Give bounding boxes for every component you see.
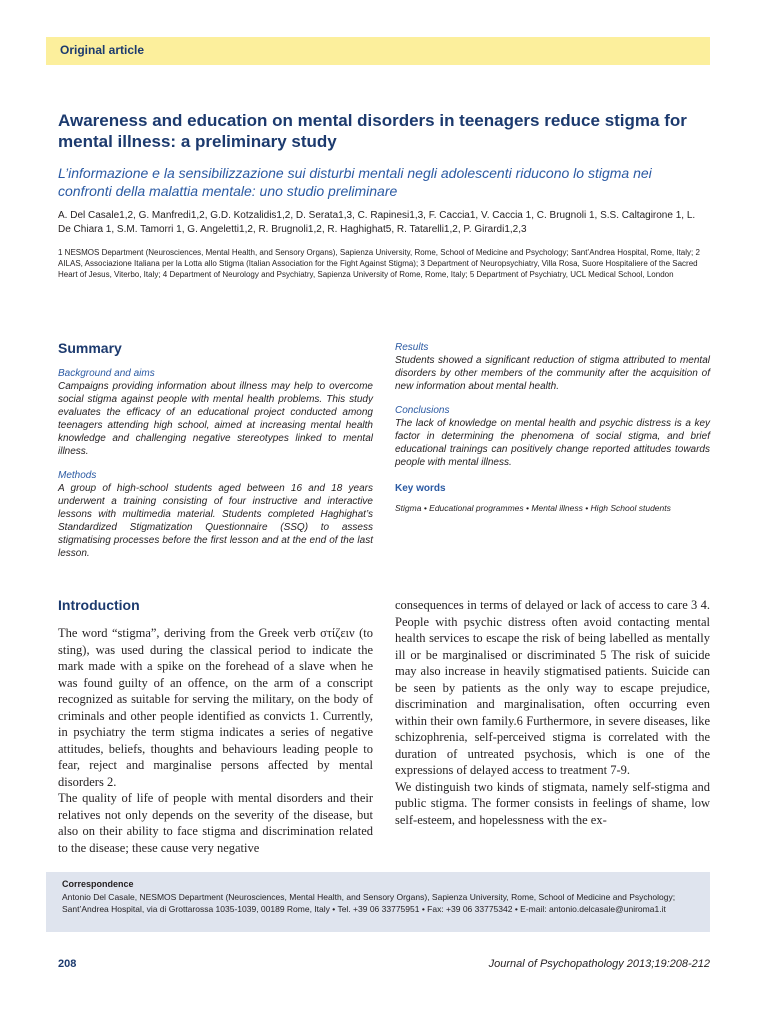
methods-heading: Methods <box>58 470 97 481</box>
introduction-left-column <box>58 597 373 856</box>
introduction-right-column <box>395 597 710 828</box>
background-heading: Background and aims <box>58 368 155 379</box>
conclusions-heading: Conclusions <box>395 405 450 416</box>
correspondence-heading: Correspondence <box>62 879 134 889</box>
keywords-heading: Key words <box>395 483 446 494</box>
summary-left-column <box>58 340 373 572</box>
methods-text: A group of high-school students aged between 16 and 18 years underwent a training consisting of four instructive and interactive lessons with multimedia material. Students completed Haghighat’s Standardized Stigmatization Questionnaire (SSQ) to assess stigmatising processes before the first lesson and at the end of the last lesson. <box>58 483 373 559</box>
article-type-label: Original article <box>60 43 145 57</box>
introduction-paragraph-3: consequences in terms of delayed or lack of access to care 3 4. People with psychic distress often avoid contacting mental health services to escape the risk of being labelled as mentally ill or be marginalised or discriminated 5 The risk of suicide may also increase in heavily stigmatised patients. Suicide can be seen by patients as the only way to escape prejudice, discrimination and marginalisation, often occurring even within their own family.6 Furthermore, in severe diseases, like schizophrenia, self-perceived stigma is correlated with the duration of untreated psychosis, which is one of the expressions of delayed access to treatment 7-9. <box>395 598 710 777</box>
summary-right-column <box>395 342 710 514</box>
author-list: A. Del Casale1,2, G. Manfredi1,2, G.D. Kotzalidis1,2, D. Serata1,3, C. Rapinesi1,3, F. Caccia1, V. Caccia 1, C. Brugnoli 1, S.S. Caltagirone 1, L. De Chiara 1, S.M. Tamorri 1, G. Angeletti1,2, R. Brugnoli1,2, R. Haghighat5, R. Tatarelli1,2, P. Girardi1,2,3 <box>58 210 696 235</box>
article-subtitle-italian: L’informazione e la sensibilizzazione sui disturbi mentali negli adolescenti riducono lo stigma nei confronti della malattia mentale: uno studio preliminare <box>58 165 652 199</box>
journal-citation: Journal of Psychopathology 2013;19:208-212 <box>488 958 710 970</box>
introduction-heading: Introduction <box>58 597 140 613</box>
results-heading: Results <box>395 342 429 353</box>
summary-heading: Summary <box>58 340 122 356</box>
background-text: Campaigns providing information about illness may help to overcome social stigma against people with mental health problems. This study evaluates the efficacy of an educational project conducted among teenagers attending high school, aimed at increasing mental health knowledge and challenging negative stereotypes linked to mental illness. <box>58 381 373 457</box>
keywords-text: Stigma • Educational programmes • Mental illness • High School students <box>395 503 671 513</box>
affiliation-list: 1 NESMOS Department (Neurosciences, Mental Health, and Sensory Organs), Sapienza University, Rome, School of Medicine and Psychology; Sant’Andrea Hospital, Rome, Italy; 2 AILAS, Associazione Italiana per la Lotta allo Stigma (Italian Association for the Fight Against Stigma); 3 Department of Neuropsychiatry, Villa Rosa, Suore Hospitaliere of the Sacred Heart of Jesus, Viterbo, Italy; 4 Department of Neurology and Psychiatry, Sapienza University of Rome, Rome, Italy; 5 Department of Psychiatry, UCL Medical School, London <box>58 248 700 279</box>
introduction-paragraph-4: We distinguish two kinds of stigmata, namely self-stigma and public stigma. The former consists in feelings of shame, low self-esteem, and hopelessness with the ex- <box>395 779 710 827</box>
page-number: 208 <box>58 958 77 970</box>
article-title: Awareness and education on mental disorders in teenagers reduce stigma for mental illness: a preliminary study <box>58 111 687 151</box>
introduction-paragraph-2: The quality of life of people with mental disorders and their relatives not only depends on the severity of the disease, but also on their ability to face stigma and discrimination related to the disease; these cause very negative <box>58 791 373 855</box>
conclusions-text: The lack of knowledge on mental health and psychic distress is a key factor in determining the phenomena of social stigma, and brief educational trainings can positively change reported attitudes towards people with mental illness. <box>395 418 710 468</box>
article-type-band <box>46 37 710 65</box>
results-text: Students showed a significant reduction of stigma attributed to mental disorders by other members of the community after the acquisition of new information about mental health. <box>395 355 710 392</box>
introduction-paragraph-1: The word “stigma”, deriving from the Greek verb στίζειν (to sting), was used during the classical period to indicate the mark made with a spike on the forehead of a slave when he was found guilty of an offence, on the arm of a conscript recognized as suitable for serving the military, on the body of criminals and other people identified as convicts 1. Currently, in psychiatry the term stigma indicates a series of negative attitudes, beliefs, thoughts and behaviours leading people to fear, reject and marginalise persons affected by mental disorders 2. <box>58 626 373 789</box>
correspondence-box <box>46 872 710 932</box>
correspondence-text: Antonio Del Casale, NESMOS Department (Neurosciences, Mental Health, and Sensory Organs), Sapienza University, Rome, School of Medicine and Psychology; Sant’Andrea Hospital, via di Grottarossa 1035-1039, 00189 Rome, Italy • Tel. +39 06 33775951 • Fax: +39 06 33775342 • E-mail: antonio.delcasale@uniroma1.it <box>62 892 676 914</box>
